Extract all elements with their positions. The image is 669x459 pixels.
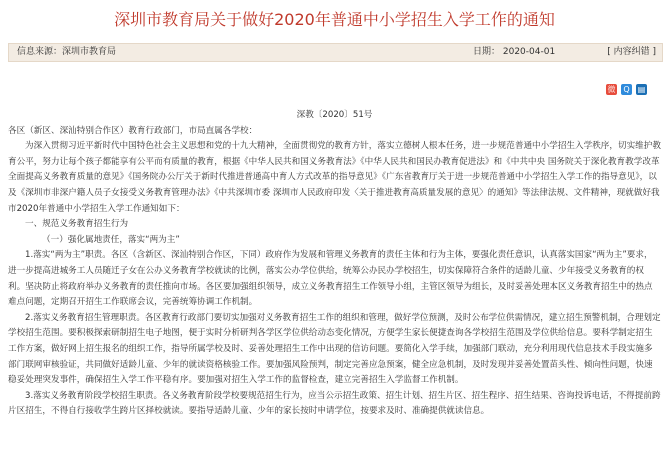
doc-addressee: 各区（新区、深汕特别合作区）教育行政部门，市局直属各学校： bbox=[8, 125, 258, 136]
info-bar bbox=[8, 43, 663, 62]
doc-intro: 为深入贯彻习近平新时代中国特色社会主义思想和党的十九大精神，全面贯彻党的教育方针，落实立德树人根本任务，进一步规范普通中小学招生入学秩序，切实维护教育公平，努力让每个孩子都能享有公平而有质量的教育，根据《中华人民共和国义务教育法》《中华人民共和国民办教育促进法》和《中共中央 国务院关于深化教育教学改革全面提高义务教育质量的意见》《国务院办公厅关于新时代推进普通高中育人方式改革的指导意见》《广东省教育厅关于进一步规范普通中小学招生入学工作的指导意见》，以及《深圳市非深户籍人员子女接受义务教育管理办法》《中共深圳市委 深圳市人民政府印发〈关于推进教育高质量发展的意见〉的通知》等法律法规、文件精神，现就做好我市2020年普通中小学招生入学工作通知如下： bbox=[8, 141, 661, 214]
share-bar bbox=[606, 84, 647, 96]
section-heading-1: 一、规范义务教育招生行为 bbox=[25, 219, 129, 230]
qq-icon[interactable]: Q bbox=[621, 84, 632, 95]
info-date: 日期： 2020-04-01 bbox=[473, 47, 556, 57]
subsection-heading-1: （一）强化属地责任，落实“两为主” bbox=[42, 234, 180, 245]
page-title: 深圳市教育局关于做好2020年普通中小学招生入学工作的通知 bbox=[114, 10, 555, 29]
item-1: 1.落实“两为主”职责。各区（含新区、深汕特别合作区，下同）政府作为发展和管理义务教育的责任主体和行为主体，要强化责任意识，认真落实国家“两为主”要求，进一步提高进城务工人员随迁子女在公办义务教育学校就读的比例，落实公办学位供给，统筹公办民办学校招生，切实保障符合条件的适龄儿童、少年接受义务教育的权利。坚决防止将政府举办义务教育的责任推向市场。各区要加强组织领导，成立义务教育招生工作领导小组，主管区领导为组长，及时妥善处理本区义务教育招生中的热点难点问题，定期召开招生工作联席会议，完善统筹协调工作机制。 bbox=[8, 250, 653, 308]
article-body bbox=[8, 108, 661, 420]
content-correction-link[interactable]: [ 内容纠错 ] bbox=[607, 47, 656, 57]
weibo-icon[interactable]: 微 bbox=[607, 85, 616, 94]
item-2: 2.落实义务教育招生管理职责。各区教育行政部门要切实加强对义务教育招生工作的组织和管理，做好学位预测，及时公布学位供需情况，建立招生预警机制，合理划定学校招生范围。要积极探索研制招生电子地图，便于实时分析研判各学区学位供给动态变化情况，方便学生家长便捷查询各学校招生范围及学位供给信息。要科学制定招生工作方案，做好网上招生报名的组织工作，指导所属学校及时、妥善处理招生工作中出现的信访问题。要简化入学手续，加强部门联动，充分利用现代信息技术手段实施多部门联网审核验证，共同做好适龄儿童、少年的就读资格核验工作。要加强风险预判，制定完善应急预案，健全应急机制，及时发现并妥善处置苗头性、倾向性问题，快速稳妥处理突发事件，确保招生入学工作平稳有序。要加强对招生入学工作的监督检查，建立完善招生入学监督工作机制。 bbox=[8, 312, 661, 386]
doc-number: 深教〔2020〕51号 bbox=[296, 110, 373, 120]
info-source: 信息来源：深圳市教育局 bbox=[17, 47, 117, 57]
item-3: 3.落实义务教育阶段学校招生职责。各义务教育阶段学校要规范招生行为，应当公示招生政策、招生计划、招生片区、招生程序、招生结果、咨询投诉电话，不得提前跨片区招生，不得自行接收学生跨片区择校就读。要指导适龄儿童、少年的家长按时申请学位，按要求及时、准确提供就读信息。 bbox=[8, 390, 661, 417]
print-icon[interactable]: ▤ bbox=[637, 85, 646, 94]
